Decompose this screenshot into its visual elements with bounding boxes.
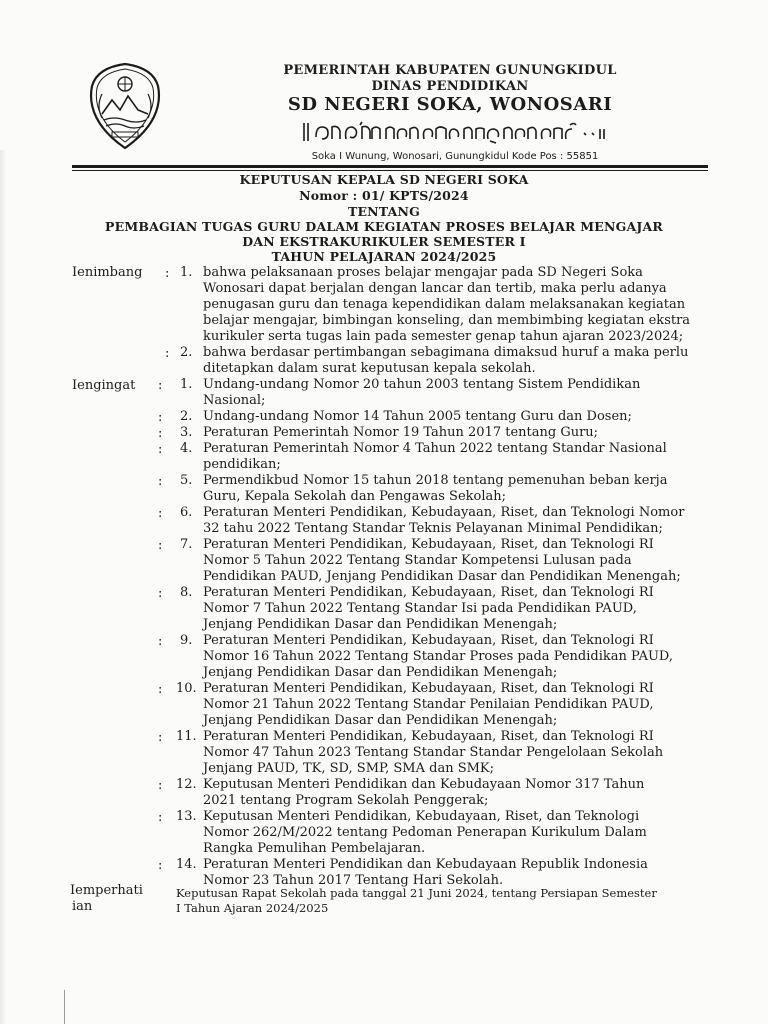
decree-number: Nomor : 01/ KPTS/2024 [299,188,469,203]
mengingat-item-number: 7. [180,537,193,552]
mengingat-item-text: Guru, Kepala Sekolah dan Pengawas Sekolah; [203,489,507,504]
mengingat-item-number: 13. [176,809,197,824]
mengingat-colon: : [158,378,163,393]
mengingat-item-text: Pendidikan PAUD, Jenjang Pendidikan Dasar dan Pendidikan Menengah; [203,569,681,584]
mengingat-item-text: Jenjang PAUD, TK, SD, SMP, SMA dan SMK; [203,761,495,776]
mengingat-item-text: Jenjang Pendidikan Dasar dan Pendidikan Menengah; [203,713,558,728]
decree-title: KEPUTUSAN KEPALA SD NEGERI SOKA [239,172,529,187]
mengingat-item-number: 9. [180,633,193,648]
mengingat-item-text: Nomor 262/M/2022 tentang Pedoman Penerapan Kurikulum Dalam [203,825,647,840]
mengingat-item-text: Jenjang Pendidikan Dasar dan Pendidikan Menengah; [203,617,558,632]
mengingat-item-text: Permendikbud Nomor 15 tahun 2018 tentang pemenuhan beban kerja [203,473,668,488]
mengingat-colon: : [158,410,163,425]
letterhead-address: Soka I Wunung, Wonosari, Gunungkidul Kode Pos : 55851 [311,151,599,162]
gunungkidul-emblem-icon [88,62,162,150]
mengingat-item-text: Peraturan Menteri Pendidikan dan Kebudayaan Republik Indonesia [203,857,648,872]
menimbang-item-text: kurikuler serta tugas lain pada semester genap tahun ajaran 2023/2024; [203,329,684,344]
mengingat-item-text: Nomor 21 Tahun 2022 Tentang Standar Penilaian Pendidikan PAUD, [203,697,654,712]
menimbang-colon: : [165,266,170,281]
mengingat-item-text: Nasional; [203,393,266,408]
mengingat-item-number: 6. [180,505,193,520]
mengingat-item-text: pendidikan; [203,457,281,472]
mengingat-item-text: Nomor 16 Tahun 2022 Tentang Standar Proses pada Pendidikan PAUD, [203,649,673,664]
javanese-script-school-name [300,119,610,145]
mengingat-item-text: Peraturan Menteri Pendidikan, Kebudayaan, Riset, dan Teknologi RI [203,729,654,744]
mengingat-item-text: Nomor 5 Tahun 2022 Tentang Standar Kompetensi Lulusan pada [203,553,632,568]
mengingat-item-text: Jenjang Pendidikan Dasar dan Pendidikan Menengah; [203,665,558,680]
mengingat-item-number: 2. [180,409,193,424]
mengingat-colon: : [158,730,163,745]
mengingat-label: Iengingat [72,378,136,393]
letterhead-government: PEMERINTAH KABUPATEN GUNUNGKIDUL [283,63,617,78]
mengingat-colon: : [158,426,163,441]
mengingat-item-text: 2021 tentang Program Sekolah Penggerak; [203,793,489,808]
mengingat-item-number: 3. [180,425,193,440]
mengingat-item-text: 32 tahu 2022 Tentang Standar Teknis Pelayanan Minimal Pendidikan; [203,521,663,536]
mengingat-colon: : [158,474,163,489]
mengingat-item-text: Nomor 47 Tahun 2023 Tentang Standar Standar Pengelolaan Sekolah [203,745,664,760]
regency-emblem-icon [88,62,162,150]
letterhead-department: DINAS PENDIDIKAN [371,79,529,94]
mengingat-item-text: Nomor 7 Tahun 2022 Tentang Standar Isi pada Pendidikan PAUD, [203,601,637,616]
mengingat-item-text: Undang-undang Nomor 14 Tahun 2005 tentang Guru dan Dosen; [203,409,632,424]
mengingat-item-text: Nomor 23 Tahun 2017 Tentang Hari Sekolah. [203,873,504,888]
mengingat-item-number: 10. [176,681,197,696]
menimbang-item-text: Wonosari dapat berjalan dengan lancar dan tertib, maka perlu adanya [203,281,667,296]
mengingat-colon: : [158,586,163,601]
mengingat-item-text: Peraturan Menteri Pendidikan, Kebudayaan, Riset, dan Teknologi RI [203,537,654,552]
mengingat-item-number: 12. [176,777,197,792]
menimbang-item-text: bahwa berdasar pertimbangan sebagimana dimaksud huruf a maka perlu [203,345,689,360]
mengingat-colon: : [158,858,163,873]
letterhead-school-name: SD NEGERI SOKA, WONOSARI [287,94,613,115]
menimbang-item-text: ditetapkan dalam surat keputusan kepala sekolah. [203,361,536,376]
mengingat-colon: : [158,778,163,793]
menimbang-item-number: 2. [180,345,193,360]
decree-subject-line2: DAN EKSTRAKURIKULER SEMESTER I [242,234,526,249]
mengingat-item-text: Peraturan Menteri Pendidikan, Kebudayaan, Riset, dan Teknologi RI [203,633,654,648]
mengingat-item-text: Keputusan Menteri Pendidikan, Kebudayaan, Riset, dan Teknologi [203,809,640,824]
mengingat-item-text: Keputusan Menteri Pendidikan dan Kebudayaan Nomor 317 Tahun [203,777,645,792]
mengingat-item-number: 14. [176,857,197,872]
letterhead-divider-thick [72,165,708,168]
decree-about-label: TENTANG [347,204,421,219]
mengingat-colon: : [158,634,163,649]
mengingat-item-number: 11. [176,729,197,744]
scan-edge-shadow [0,150,6,1024]
mengingat-item-text: Peraturan Menteri Pendidikan, Kebudayaan, Riset, dan Teknologi RI [203,681,654,696]
menimbang-item-text: penugasan guru dan tenaga kependidikan dalam melaksanakan kegiatan [203,297,686,312]
memperhatikan-label-line1: Iemperhati [70,883,143,898]
memperhatikan-text-line2: I Tahun Ajaran 2024/2025 [176,901,329,915]
menimbang-item-text: bahwa pelaksanaan proses belajar mengajar pada SD Negeri Soka [203,265,643,280]
menimbang-item-number: 1. [180,265,193,280]
mengingat-item-text: Peraturan Menteri Pendidikan, Kebudayaan, Riset, dan Teknologi Nomor [203,505,685,520]
mengingat-item-number: 4. [180,441,193,456]
memperhatikan-label-line2: ian [72,899,93,914]
mengingat-item-text: Peraturan Menteri Pendidikan, Kebudayaan, Riset, dan Teknologi RI [203,585,654,600]
scan-edge-mark [64,990,65,1024]
mengingat-item-number: 8. [180,585,193,600]
menimbang-item-text: belajar mengajar, bimbingan konseling, dan membimbing kegiatan ekstra [203,313,691,328]
decree-subject-line1: PEMBAGIAN TUGAS GURU DALAM KEGIATAN PROSES BELAJAR MENGAJAR [105,219,663,234]
letterhead-divider-thin [72,170,708,171]
mengingat-item-number: 5. [180,473,193,488]
mengingat-item-text: Rangka Pemulihan Pembelajaran. [203,841,426,856]
mengingat-colon: : [158,506,163,521]
mengingat-colon: : [158,682,163,697]
mengingat-colon: : [158,538,163,553]
menimbang-label: Ienimbang [72,265,143,280]
mengingat-item-text: Undang-undang Nomor 20 tahun 2003 tentang Sistem Pendidikan [203,377,641,392]
mengingat-item-number: 1. [180,377,193,392]
menimbang-colon-2: : [165,346,170,361]
decree-subject-line3: TAHUN PELAJARAN 2024/2025 [271,249,497,264]
mengingat-item-text: Peraturan Pemerintah Nomor 4 Tahun 2022 tentang Standar Nasional [203,441,667,456]
mengingat-colon: : [158,442,163,457]
mengingat-colon: : [158,810,163,825]
mengingat-item-text: Peraturan Pemerintah Nomor 19 Tahun 2017 tentang Guru; [203,425,599,440]
memperhatikan-text-line1: Keputusan Rapat Sekolah pada tanggal 21 Juni 2024, tentang Persiapan Semester [176,886,657,900]
